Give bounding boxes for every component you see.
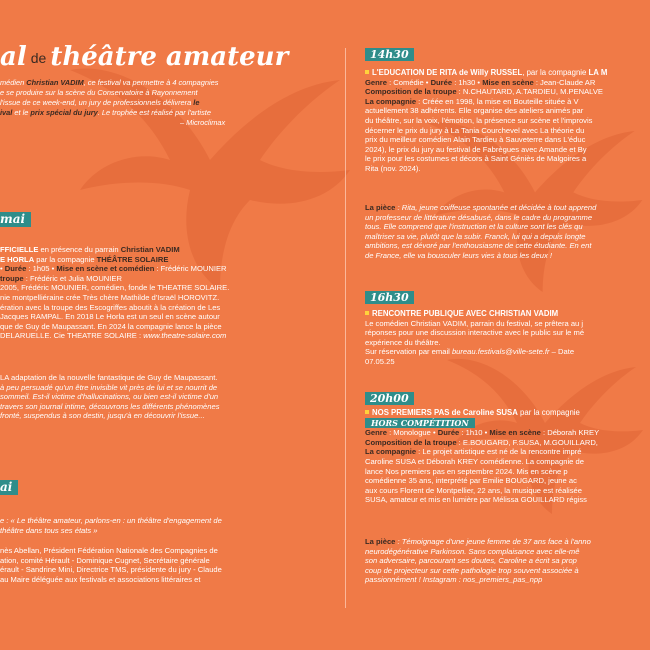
bullet-icon bbox=[365, 410, 369, 414]
director-label: Mise en scène et comédien bbox=[56, 264, 155, 274]
time-pill-2000: 20h00 bbox=[365, 392, 414, 405]
synopsis-text: de France, elle va bousculer leurs vies à tous les deux ! bbox=[365, 250, 552, 260]
duration-label: Durée bbox=[430, 77, 453, 87]
company-text: Rita (nov. 2024). bbox=[365, 163, 421, 173]
official-text: en présence du parrain bbox=[38, 245, 121, 254]
company-text: nie montpelliéraine crée Très chère Mathilde d'Israël HOROVITZ. bbox=[0, 292, 220, 302]
official-label: FFICIELLE bbox=[0, 245, 39, 254]
synopsis-text: travers son journal intime, découvrons les différents phénomènes bbox=[0, 401, 220, 411]
genre-value: : Monologue • bbox=[386, 428, 438, 438]
event-title-text: RENCONTRE PUBLIQUE AVEC CHRISTIAN VADIM bbox=[372, 309, 559, 318]
troupe-value: : E.BOUGARD, F.SUSA, M.GOUILLARD, bbox=[456, 437, 598, 447]
intro-text: l'issue de ce week-end, un jury de professionnels délivrera bbox=[0, 98, 194, 107]
intro-paragraph bbox=[0, 78, 288, 128]
troupe-value: : Frédéric et Julia MOUNIER bbox=[23, 273, 122, 283]
synopsis-label: La pièce bbox=[365, 203, 396, 212]
company-text: actuellement 38 adhérents. Elle organise des ateliers animés par bbox=[365, 106, 584, 116]
troupe-label: troupe bbox=[0, 273, 24, 283]
company-text: SUSA, amateur et mis en lumière par Mélissa GOUILLARD régiss bbox=[365, 495, 587, 505]
rita-synopsis bbox=[365, 203, 650, 261]
synopsis-text: passionnément ! Instagram : nos_premiers_pas_npp bbox=[365, 575, 543, 585]
intro-name: Christian VADIM bbox=[26, 78, 84, 87]
column-divider bbox=[345, 48, 346, 608]
intro-text: prix spécial du jury bbox=[30, 108, 98, 117]
title-de: de bbox=[30, 50, 47, 66]
director-value: : Déborah KREY bbox=[540, 428, 600, 438]
bullet-icon bbox=[365, 311, 369, 315]
company-text: : Créée en 1998, la mise en Bouteille située à V bbox=[416, 96, 579, 106]
event-rita bbox=[365, 68, 650, 174]
genre-label: Genre bbox=[365, 428, 387, 438]
director-value: : Jean-Claude AR bbox=[533, 77, 596, 87]
company-label: La compagnie bbox=[365, 447, 417, 457]
director-label: Mise en scène bbox=[482, 77, 534, 87]
company-label: La compagnie bbox=[365, 96, 417, 106]
synopsis-text: tous. Elle comprend que l'instruction et la culture sont les clés qu bbox=[365, 222, 583, 232]
event-title bbox=[365, 408, 650, 418]
intro-text: et le bbox=[12, 108, 31, 117]
troupe-value: : N.CHAUTARD, A.TARDIEU, M.PENALVE bbox=[456, 87, 603, 97]
horla-synopsis bbox=[0, 373, 300, 421]
hors-competition-badge: HORS COMPÉTITION bbox=[365, 418, 475, 428]
festival-title bbox=[0, 42, 288, 73]
synopsis-text: maîtriser sa vie, plutôt que la subir. Franck, lui qui a depuis longte bbox=[365, 231, 586, 241]
company-name: THÉÂTRE SOLAIRE bbox=[96, 254, 169, 264]
show-text: par la compagnie bbox=[34, 254, 97, 264]
company-text: le prix pour les costumes et décors à Saint Géniès de Malgoires a bbox=[365, 154, 587, 164]
synopsis-text: un professeur de littérature désabusé, dans le cadre du programme bbox=[365, 212, 593, 222]
genre-value: : Comédie • bbox=[386, 77, 431, 87]
duration-value: : 1h30 • bbox=[452, 77, 483, 87]
company-text: aux cours Florent de Montpellier, 22 ans, la musique est réalisée bbox=[365, 485, 582, 495]
synopsis-text: son adversaire, parcourant ses doutes, Caroline a écrit sa prop bbox=[365, 556, 577, 566]
company-name: LA M bbox=[588, 68, 608, 77]
synopsis-text: neurodégénérative Parkinson. Sans complaisance avec elle-mê bbox=[365, 546, 580, 556]
time-pill-1430: 14h30 bbox=[365, 48, 414, 61]
company-text: prix du meilleur comédien Alain Tardieu à Sauveterre dans L'éduc bbox=[365, 135, 586, 145]
intro-text: , ce festival va permettre à 4 compagnies bbox=[83, 78, 219, 87]
event-rencontre bbox=[365, 309, 650, 367]
company-text: Caroline SUSA et Déborah KREY comédienne. La compagnie de bbox=[365, 456, 584, 466]
duration-label: Durée bbox=[4, 264, 27, 274]
company-text: comédienne 35 ans, interprété par Emilie BOUGARD, jeune ac bbox=[365, 476, 577, 486]
company-text: du théâtre, sur la voix, l'émotion, la présence sur scène et l'improvis bbox=[365, 115, 593, 125]
company-text: DELARUELLE. Cie THEATRE SOLAIRE : bbox=[0, 331, 144, 341]
show-title: E HORLA bbox=[0, 254, 35, 264]
sep: • bbox=[0, 264, 5, 274]
title-part-1: al bbox=[0, 42, 27, 72]
participants-text: ation, comité Hérault - Dominique Cugnet, Secrétaire générale bbox=[0, 555, 210, 565]
synopsis-text: ambitions, est dévoré par l'enthousiasme de cette étudiante. En ent bbox=[365, 241, 592, 251]
duration-value: : 1h05 • bbox=[26, 264, 57, 274]
company-text: que de Guy de Maupassant. En 2024 la compagnie lance la pièce bbox=[0, 321, 222, 331]
director-value: : Frédéric MOUNIER bbox=[154, 264, 227, 274]
intro-text: le bbox=[193, 98, 200, 107]
intro-text: ival bbox=[0, 108, 13, 117]
director-label: Mise en scène bbox=[489, 428, 541, 438]
nos-premiers-pas-synopsis bbox=[365, 537, 650, 585]
event-title-text: par la compagnie bbox=[517, 408, 580, 417]
company-text: 2024), le prix du jury au festival de Fabrègues avec Amande et By bbox=[365, 144, 587, 154]
talk-participants bbox=[0, 546, 300, 584]
event-text: expérience du théâtre. bbox=[365, 337, 441, 347]
official-guest: Christian VADIM bbox=[120, 245, 180, 254]
event-text: – Date bbox=[549, 347, 575, 357]
company-text: Jacques RAMPAL. En 2018 Le Horla est un seul en scène autour bbox=[0, 312, 220, 322]
time-pill-1630: 16h30 bbox=[365, 291, 414, 304]
event-title bbox=[365, 309, 650, 319]
talk-text: théâtre dans tous ses états » bbox=[0, 525, 98, 535]
duration-label: Durée bbox=[437, 428, 460, 438]
participants-text: au Maire déléguée aux festivals et associations littéraires et bbox=[0, 574, 201, 584]
event-title-text: NOS PREMIERS PAS de Caroline SUSA bbox=[372, 408, 518, 417]
company-text: lance Nos premiers pas en septembre 2024. Mis en scène p bbox=[365, 466, 568, 476]
synopsis-label: La pièce bbox=[365, 537, 396, 546]
synopsis-text: : Rita, jeune coiffeuse spontanée et décidée à tout apprend bbox=[395, 203, 597, 212]
event-nos-premiers-pas bbox=[365, 408, 650, 505]
talk-text: e : « Le théâtre amateur, parlons-en : un théâtre d'engagement de bbox=[0, 516, 222, 525]
talk-topic bbox=[0, 516, 300, 535]
event-text: Le comédien Christian VADIM, parrain du festival, se prêtera au j bbox=[365, 318, 584, 328]
company-text: 2005, Frédéric MOUNIER, comédien, fonde le THEATRE SOLAIRE. bbox=[0, 283, 230, 293]
event-text: réponses pour une discussion interactive avec le public sur le mé bbox=[365, 328, 585, 338]
synopsis-text: à peu persuadé qu'un être invisible vit près de lui et se nourrit de bbox=[0, 382, 218, 392]
intro-text: – Microclimax bbox=[180, 118, 226, 127]
company-text: ération avec la troupe des Escogriffes aboutit à la création de Les bbox=[0, 302, 221, 312]
participants-text: nès Abellan, Président Fédération Nationale des Compagnies de bbox=[0, 546, 218, 555]
genre-label: Genre bbox=[365, 77, 387, 87]
synopsis-text: : Témoignage d'une jeune femme de 37 ans face à l'anno bbox=[395, 537, 591, 546]
event-text: Sur réservation par email bbox=[365, 347, 452, 357]
synopsis-text: LA adaptation de la nouvelle fantastique de Guy de Maupassant. bbox=[0, 373, 218, 382]
event-title-text: , par la compagnie bbox=[522, 68, 589, 77]
event-title bbox=[365, 68, 650, 78]
synopsis-text: fronté, suspendus à son destin, jusqu'à en découvrir l'issue... bbox=[0, 411, 205, 421]
title-part-2: théâtre amateur bbox=[50, 42, 289, 72]
day-2-pill: ai bbox=[0, 480, 18, 495]
intro-text: e se produire sur la scène du Conservatoire à Rayonnement bbox=[0, 88, 198, 97]
duration-value: : 1h10 • bbox=[459, 428, 490, 438]
event-title-text: L'EDUCATION DE RITA de Willy RUSSEL bbox=[372, 68, 523, 77]
company-text: décerner le prix du jury à La Tania Courchevel avec La théorie du bbox=[365, 125, 585, 135]
intro-text: médien bbox=[0, 78, 27, 87]
company-text: : Le projet artistique est né de la rencontre impré bbox=[416, 447, 582, 457]
troupe-label: Composition de la troupe bbox=[365, 87, 457, 97]
participants-text: érault - Sandrine Mini, Directrice TMS, présidente du jury - Claude bbox=[0, 565, 222, 575]
synopsis-text: sommeil. Est-il victime d'hallucinations, ou bien est-il victime d'un bbox=[0, 392, 219, 402]
intro-text: . Le trophée est réalisé par l'artiste bbox=[97, 108, 211, 117]
bullet-icon bbox=[365, 70, 369, 74]
troupe-label: Composition de la troupe bbox=[365, 437, 457, 447]
reservation-email-link[interactable]: bureau.festivals@ville-sete.fr bbox=[451, 347, 550, 357]
event-text: 07.05.25 bbox=[365, 356, 395, 366]
day-1-pill: mai bbox=[0, 212, 31, 227]
official-opening bbox=[0, 245, 300, 341]
synopsis-text: coup de projecteur sur cette pathologie trop souvent associée à bbox=[365, 565, 579, 575]
company-website-link[interactable]: www.theatre-solaire.com bbox=[143, 331, 227, 341]
